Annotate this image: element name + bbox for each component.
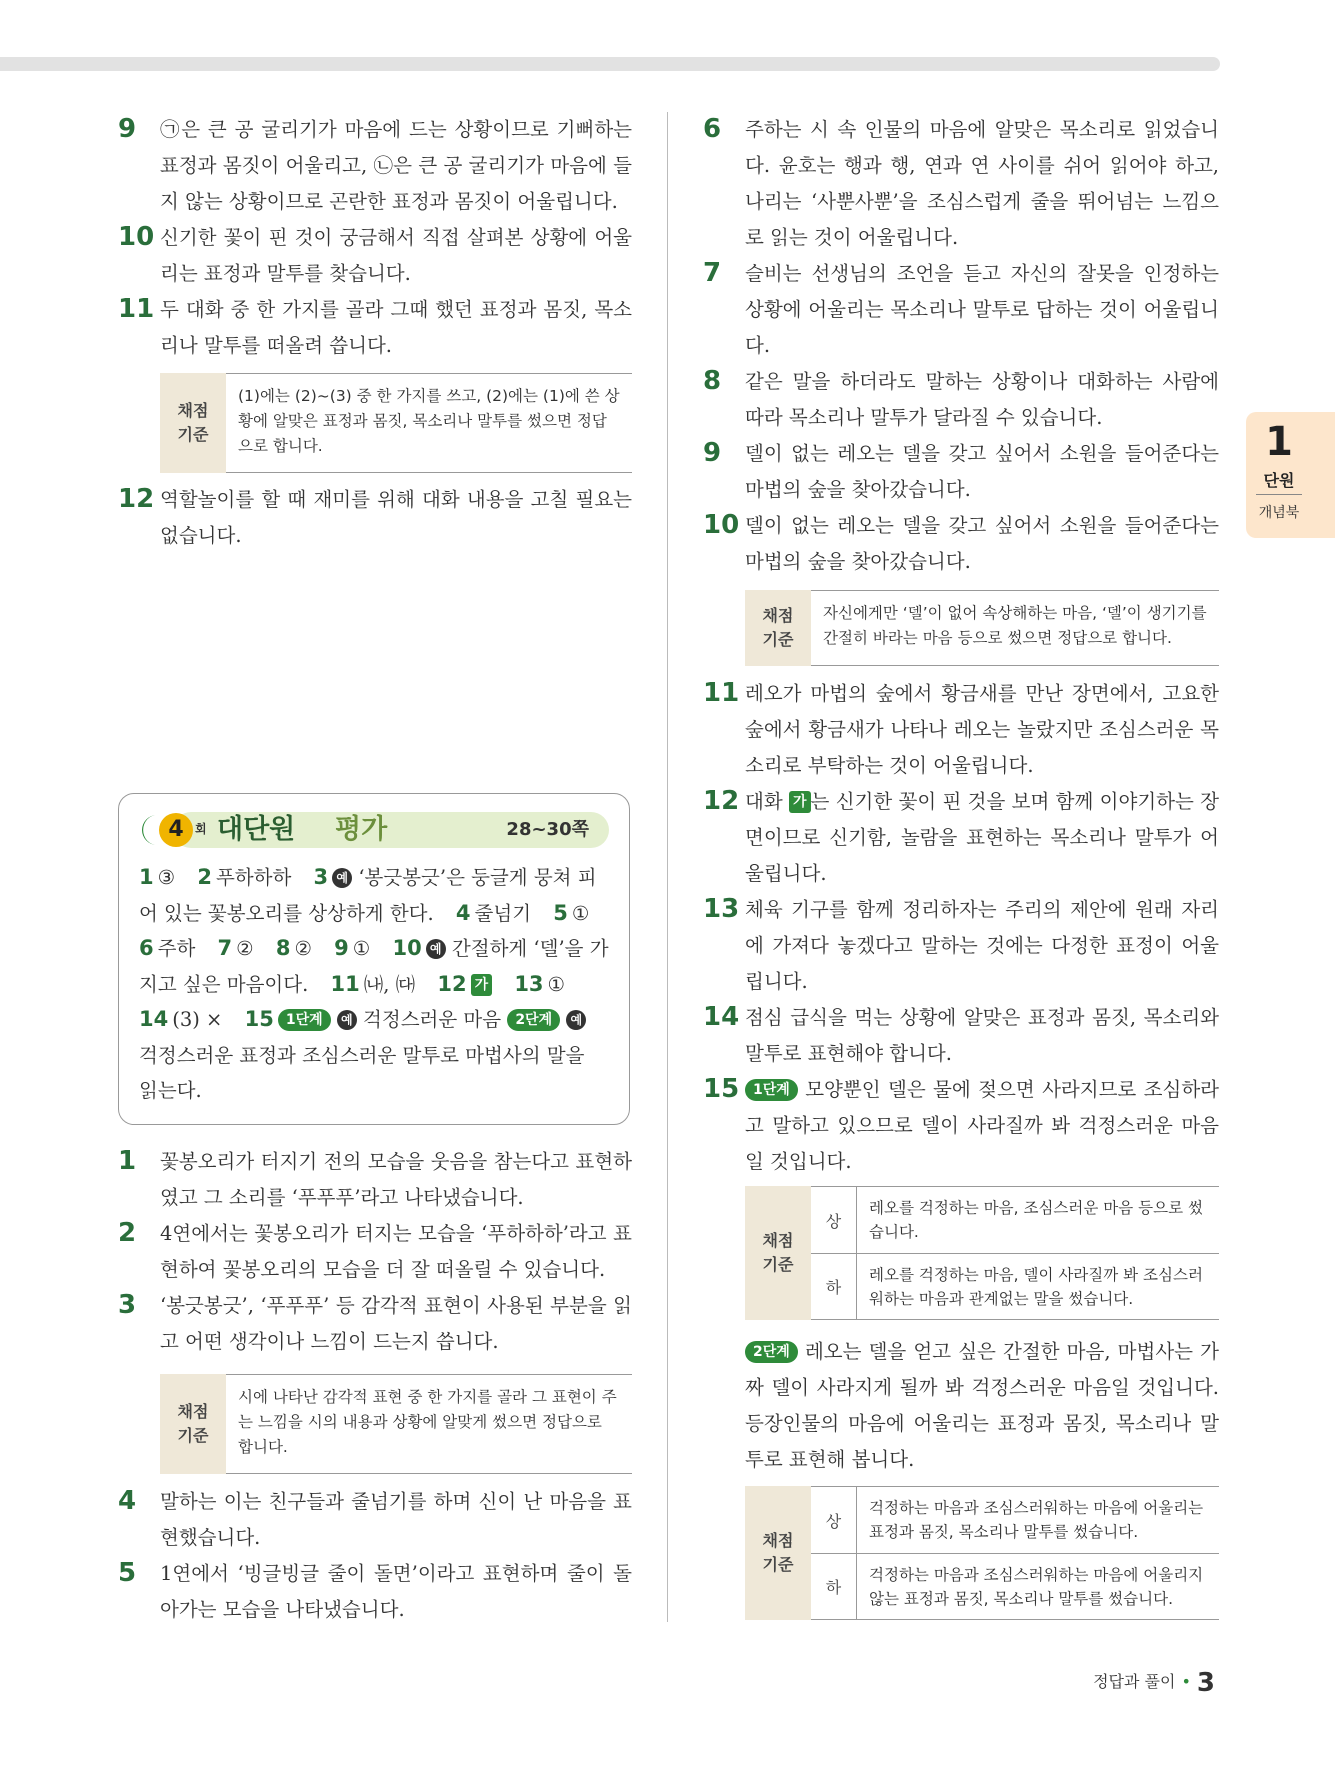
answer-number: 11 bbox=[330, 971, 360, 996]
criteria-text: (1)에는 (2)~(3) 중 한 가지를 쓰고, (2)에는 (1)에 쓴 상황에 알맞은 표정과 몸짓, 목소리나 말투를 썼으면 정답으로 합니다. bbox=[226, 373, 632, 473]
step2-badge: 2단계 bbox=[507, 1009, 560, 1031]
grade-low: 하 bbox=[811, 1554, 857, 1619]
item-text bbox=[745, 1072, 1219, 1180]
item-number: 8 bbox=[703, 366, 722, 396]
footer-label: 정답과 풀이 bbox=[1093, 1672, 1176, 1691]
criteria-row bbox=[811, 1553, 1219, 1619]
answer-number: 10 bbox=[392, 936, 422, 960]
item-number: 1 bbox=[118, 1146, 137, 1176]
item-number: 15 bbox=[703, 1074, 740, 1104]
dialogue-label-box: 가 bbox=[789, 791, 811, 813]
answer-value: 걱정스러운 마음 bbox=[363, 1008, 502, 1031]
item-text: 4연에서는 꽃봉오리가 터지는 모습을 ‘푸하하하’라고 표현하여 꽃봉오리의 모습을 더 잘 떠올릴 수 있습니다. bbox=[160, 1222, 632, 1281]
footer-dot-icon: • bbox=[1181, 1672, 1191, 1691]
book-label: 개념북 bbox=[1258, 505, 1300, 521]
scoring-criteria bbox=[160, 373, 632, 473]
item-number: 9 bbox=[703, 438, 722, 468]
answer-value: 줄넘기 bbox=[474, 901, 532, 925]
item-number: 2 bbox=[118, 1218, 137, 1248]
item-text: 같은 말을 하더라도 말하는 상황이나 대화하는 사람에 따라 목소리나 말투가 달라질 수 있습니다. bbox=[745, 370, 1219, 429]
item-number: 3 bbox=[118, 1290, 137, 1320]
page-number: 3 bbox=[1196, 1668, 1215, 1698]
criteria-table bbox=[811, 1486, 1219, 1620]
step1-badge: 1단계 bbox=[745, 1079, 798, 1101]
criteria-label: 채점 기준 bbox=[160, 373, 226, 473]
item-number: 12 bbox=[118, 484, 155, 514]
answer-value: 걱정스러운 표정과 조심스러운 말투로 마법사의 말을 읽는다. bbox=[139, 1043, 585, 1102]
item-text-rest: 모양뿐인 델은 물에 젖으면 사라지므로 조심하라고 말하고 있으므로 델이 사라질까 봐 걱정스러운 마음일 것입니다. bbox=[745, 1078, 1220, 1173]
criteria-label: 채점 기준 bbox=[160, 1374, 226, 1474]
item-text: 주하는 시 속 인물의 마음에 알맞은 목소리로 읽었습니다. 윤호는 행과 행, 연과 연 사이를 쉬어 읽어야 하고, 나리는 ‘사뿐사뿐’을 조심스럽게 줄을 뛰어넘는 느낌으로 읽는 것이 어울립니다. bbox=[745, 118, 1219, 249]
answer-value: 가 bbox=[471, 974, 493, 996]
unit-review-box bbox=[118, 793, 630, 1125]
item-number: 4 bbox=[118, 1486, 137, 1516]
column-divider bbox=[667, 112, 668, 1622]
item-text bbox=[745, 784, 1219, 892]
scoring-criteria-table bbox=[745, 1486, 1219, 1620]
answer-number: 5 bbox=[553, 900, 568, 925]
answer-number: 6 bbox=[139, 936, 154, 960]
answer-value: ② bbox=[236, 937, 254, 960]
item-text: 체육 기구를 함께 정리하자는 주리의 제안에 원래 자리에 가져다 놓겠다고 말하는 것에는 다정한 표정이 어울립니다. bbox=[745, 898, 1219, 993]
answer-value: ‘봉긋봉긋’은 둥글게 뭉쳐 피어 있는 꽃봉오리를 상상하게 한다. bbox=[139, 866, 597, 925]
grade-desc: 레오를 걱정하는 마음, 델이 사라질까 봐 조심스러워하는 마음과 관계없는 말을 썼습니다. bbox=[869, 1266, 1203, 1308]
top-decorative-bar bbox=[0, 57, 1220, 71]
item-text: 신기한 꽃이 핀 것이 궁금해서 직접 살펴본 상황에 어울리는 표정과 말투를 찾습니다. bbox=[160, 226, 632, 285]
criteria-text: 시에 나타난 감각적 표현 중 한 가지를 골라 그 표현이 주는 느낌을 시의 내용과 상황에 알맞게 썼으면 정답으로 합니다. bbox=[226, 1374, 632, 1474]
review-pages: 28~30쪽 bbox=[506, 819, 589, 840]
item-text: 말하는 이는 친구들과 줄넘기를 하며 신이 난 마음을 표현했습니다. bbox=[160, 1490, 632, 1549]
item-number: 14 bbox=[703, 1002, 740, 1032]
answer-number: 12 bbox=[437, 971, 467, 996]
item-text bbox=[745, 1334, 1219, 1478]
step1-badge: 1단계 bbox=[278, 1009, 331, 1031]
scoring-criteria bbox=[745, 590, 1219, 666]
review-subtitle: 평가 bbox=[335, 814, 388, 845]
review-header bbox=[139, 812, 609, 848]
step2-text: 레오는 델을 얻고 싶은 간절한 마음, 마법사는 가짜 델이 사라지게 될까 봐 걱정스러운 마음일 것입니다. 등장인물의 마음에 어울리는 표정과 몸짓, 목소리나 말투로 표현해 봅니다. bbox=[745, 1340, 1219, 1471]
review-answers bbox=[139, 860, 609, 1109]
item-number: 13 bbox=[703, 894, 740, 924]
item-text: 두 대화 중 한 가지를 골라 그때 했던 표정과 몸짓, 목소리나 말투를 떠올려 씁니다. bbox=[160, 298, 632, 357]
item-text: 슬비는 선생님의 조언을 듣고 자신의 잘못을 인정하는 상황에 어울리는 목소리나 말투로 답하는 것이 어울립니다. bbox=[745, 262, 1219, 357]
item-number: 11 bbox=[703, 678, 740, 708]
criteria-text: 자신에게만 ‘델’이 없어 속상해하는 마음, ‘델’이 생기기를 간절히 바라는 마음 등으로 썼으면 정답으로 합니다. bbox=[811, 590, 1219, 666]
answer-value: 푸하하하 bbox=[215, 866, 292, 889]
round-suffix: 회 bbox=[195, 822, 207, 836]
answer-value: ① bbox=[571, 901, 590, 925]
item-number: 5 bbox=[118, 1558, 137, 1588]
unit-label: 단원 bbox=[1263, 471, 1295, 490]
round-number: 4 bbox=[159, 813, 193, 847]
tab-divider bbox=[1256, 494, 1302, 495]
answer-number: 8 bbox=[275, 936, 291, 960]
answer-number: 3 bbox=[313, 865, 329, 889]
item-number: 10 bbox=[118, 222, 155, 252]
answer-number: 4 bbox=[455, 900, 471, 925]
criteria-row bbox=[811, 1187, 1219, 1253]
review-title: 대단원 bbox=[217, 814, 296, 845]
grade-high: 상 bbox=[811, 1487, 857, 1553]
answer-number: 2 bbox=[197, 865, 212, 889]
item-number: 10 bbox=[703, 510, 740, 540]
criteria-label: 채점 기준 bbox=[745, 590, 811, 666]
item-text: 꽃봉오리가 터지기 전의 모습을 웃음을 참는다고 표현하였고 그 소리를 ‘푸푸푸’라고 나타냈습니다. bbox=[160, 1150, 632, 1209]
step2-badge: 2단계 bbox=[745, 1341, 798, 1363]
criteria-row bbox=[811, 1487, 1219, 1553]
grade-desc: 걱정하는 마음과 조심스러워하는 마음에 어울리는 표정과 몸짓, 목소리나 말투를 썼습니다. bbox=[869, 1499, 1204, 1541]
criteria-label: 채점 기준 bbox=[745, 1486, 811, 1620]
criteria-table bbox=[811, 1186, 1219, 1320]
item-number: 11 bbox=[118, 294, 155, 324]
grade-high: 상 bbox=[811, 1187, 857, 1253]
item-number: 12 bbox=[703, 786, 740, 816]
answer-value: ㈏, ㈐ bbox=[363, 972, 416, 996]
item-text: 점심 급식을 먹는 상황에 알맞은 표정과 몸짓, 목소리와 말투로 표현해야 합니다. bbox=[745, 1006, 1219, 1065]
item-number: 7 bbox=[703, 258, 722, 288]
scoring-criteria-table bbox=[745, 1186, 1219, 1320]
item-text: 레오가 마법의 숲에서 황금새를 만난 장면에서, 고요한 숲에서 황금새가 나타나 레오는 놀랐지만 조심스러운 목소리로 부탁하는 것이 어울립니다. bbox=[745, 682, 1219, 777]
answer-value: 주하 bbox=[157, 937, 196, 960]
example-mark: 예 bbox=[426, 939, 446, 959]
answer-value: ② bbox=[294, 937, 312, 960]
item-text: ㉠은 큰 공 굴리기가 마음에 드는 상황이므로 기뻐하는 표정과 몸짓이 어울리고, ㉡은 큰 공 굴리기가 마음에 들지 않는 상황이므로 곤란한 표정과 몸짓이 어울립니다. bbox=[160, 118, 632, 213]
page-footer bbox=[1093, 1668, 1215, 1698]
answer-value: (3) × bbox=[172, 1008, 223, 1031]
item-text: ‘봉긋봉긋’, ‘푸푸푸’ 등 감각적 표현이 사용된 부분을 읽고 어떤 생각이나 느낌이 드는지 씁니다. bbox=[160, 1294, 632, 1353]
grade-desc: 걱정하는 마음과 조심스러워하는 마음에 어울리지 않는 표정과 몸짓, 목소리나 말투를 썼습니다. bbox=[869, 1566, 1204, 1608]
item-text: 역할놀이를 할 때 재미를 위해 대화 내용을 고칠 필요는 없습니다. bbox=[160, 488, 632, 547]
item-text-rest: 는 신기한 꽃이 핀 것을 보며 함께 이야기하는 장면이므로 신기함, 놀람을 표현하는 목소리나 말투가 어울립니다. bbox=[745, 790, 1219, 885]
answer-number: 1 bbox=[139, 865, 154, 889]
item-text: 1연에서 ‘빙글빙글 줄이 돌면’이라고 표현하며 줄이 돌아가는 모습을 나타냈습니다. bbox=[160, 1562, 632, 1621]
example-mark: 예 bbox=[337, 1010, 357, 1030]
answer-number: 14 bbox=[139, 1007, 169, 1031]
unit-side-tab bbox=[1246, 412, 1335, 538]
answer-value: ③ bbox=[157, 866, 176, 889]
scoring-criteria bbox=[160, 1374, 632, 1474]
item-number: 9 bbox=[118, 114, 137, 144]
answer-value: 간절하게 ‘델’을 가지고 싶은 마음이다. bbox=[139, 937, 609, 996]
answer-number: 9 bbox=[334, 936, 349, 960]
answer-number: 7 bbox=[217, 936, 233, 960]
item-text: 델이 없는 레오는 델을 갖고 싶어서 소원을 들어준다는 마법의 숲을 찾아갔습니다. bbox=[745, 442, 1219, 501]
criteria-row bbox=[811, 1253, 1219, 1319]
answer-number: 13 bbox=[514, 971, 544, 996]
item-text-pre: 대화 bbox=[745, 790, 789, 813]
grade-desc: 레오를 걱정하는 마음, 조심스러운 마음 등으로 썼습니다. bbox=[869, 1199, 1203, 1241]
answer-value: ① bbox=[547, 972, 566, 996]
example-mark: 예 bbox=[566, 1010, 586, 1030]
criteria-label: 채점 기준 bbox=[745, 1186, 811, 1320]
item-text: 델이 없는 레오는 델을 갖고 싶어서 소원을 들어준다는 마법의 숲을 찾아갔습니다. bbox=[745, 514, 1219, 573]
item-number: 6 bbox=[703, 114, 722, 144]
grade-low: 하 bbox=[811, 1254, 857, 1319]
answer-number: 15 bbox=[244, 1007, 274, 1031]
example-mark: 예 bbox=[332, 868, 352, 888]
answer-value: ① bbox=[352, 937, 371, 960]
unit-number: 1 bbox=[1265, 419, 1293, 465]
